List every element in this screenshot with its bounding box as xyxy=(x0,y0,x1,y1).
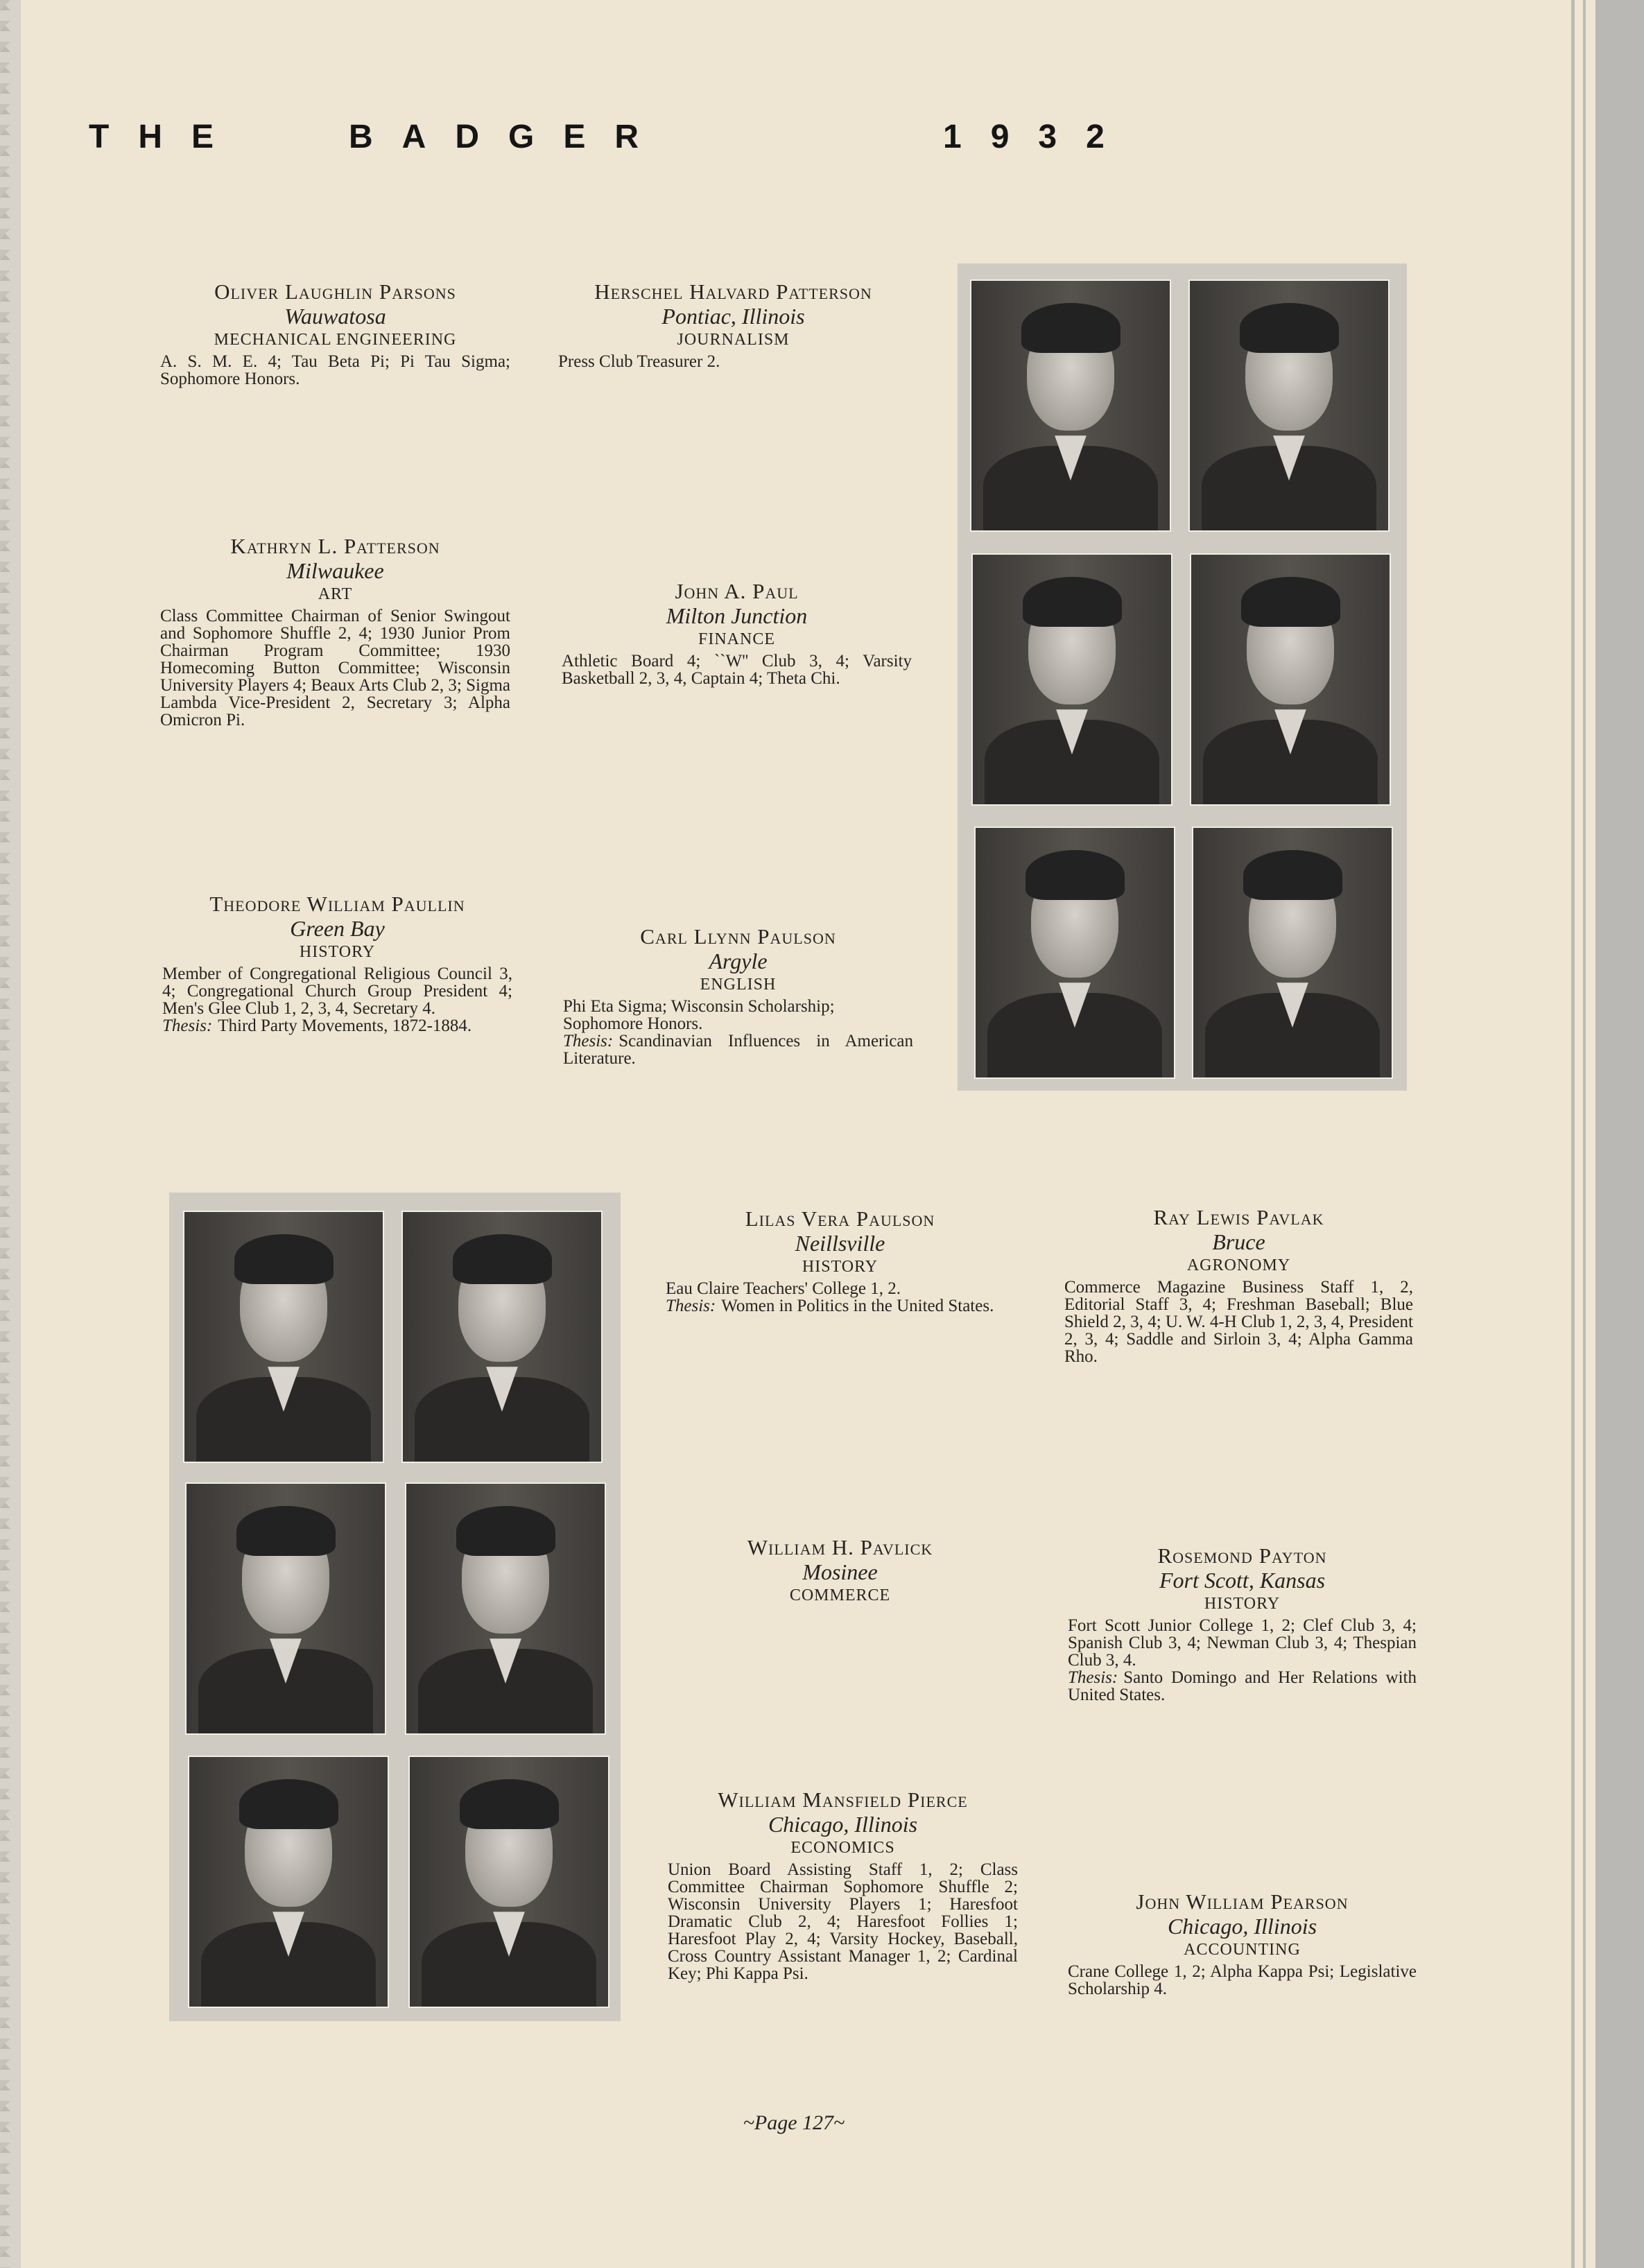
thesis-label: Thesis: xyxy=(162,1016,213,1035)
student-name: William Mansfield Pierce xyxy=(718,1787,968,1812)
student-major: MECHANICAL ENGINEERING xyxy=(214,330,457,349)
student-name: Kathryn L. Patterson xyxy=(230,534,440,558)
student-entry xyxy=(1068,1891,1417,1998)
student-entry xyxy=(668,1789,1018,1982)
student-activities: Member of Congregational Religious Council 3, 4; Congregational Church Group President 4; Men's Glee Club 1, 2, 3, 4, Secretary 4. xyxy=(162,964,512,1018)
student-hometown: Chicago, Illinois xyxy=(1167,1913,1317,1939)
student-hometown: Pontiac, Illinois xyxy=(661,303,805,329)
student-entry xyxy=(1064,1206,1413,1365)
page-number: ~Page 127~ xyxy=(743,2111,845,2134)
thesis-text: Santo Domingo and Her Relations with United States. xyxy=(1068,1668,1417,1704)
student-entry xyxy=(666,1208,1014,1315)
student-thesis xyxy=(666,1297,1014,1315)
student-activities: Class Committee Chairman of Senior Swingout and Sophomore Shuffle 2, 4; 1930 Junior Prom Chairman Program Committee; 1930 Homecoming Button Committee; Wisconsin University Players 4; Beaux Arts Club 2, 3; Sigma Lambda Vice-President 2, Secretary 3; Alpha Omicron Pi. xyxy=(160,606,510,729)
student-hometown: Bruce xyxy=(1212,1229,1265,1254)
student-activities: Eau Claire Teachers' College 1, 2. xyxy=(666,1279,901,1298)
portrait-photo xyxy=(188,1756,389,2008)
header-year: 1932 xyxy=(943,119,1134,155)
student-major: ACCOUNTING xyxy=(1184,1940,1301,1959)
student-activities: A. S. M. E. 4; Tau Beta Pi; Pi Tau Sigma; Sophomore Honors. xyxy=(160,352,510,388)
photo-panel-bottom xyxy=(169,1193,621,2021)
student-name: Carl Llynn Paulson xyxy=(640,924,836,949)
portrait-photo xyxy=(401,1211,603,1463)
student-name: Rosemond Payton xyxy=(1157,1543,1327,1568)
student-thesis xyxy=(162,1017,512,1035)
student-major: ENGLISH xyxy=(700,975,777,994)
student-hometown: Neillsville xyxy=(795,1230,885,1256)
student-hometown: Fort Scott, Kansas xyxy=(1159,1567,1326,1593)
student-hometown: Milwaukee xyxy=(286,557,384,583)
portrait-photo xyxy=(1188,279,1390,532)
student-name: John A. Paul xyxy=(675,579,799,603)
photo-panel-top xyxy=(958,263,1407,1091)
student-major: COMMERCE xyxy=(789,1586,891,1604)
student-entry xyxy=(666,1536,1014,1609)
portrait-photo xyxy=(185,1482,386,1735)
student-entry xyxy=(160,535,510,729)
student-name: Lilas Vera Paulson xyxy=(745,1206,935,1231)
student-thesis xyxy=(563,1032,913,1067)
student-entry xyxy=(1068,1545,1417,1704)
student-major: AGRONOMY xyxy=(1186,1256,1291,1274)
decorative-right-line xyxy=(1583,0,1586,2268)
student-activities: Commerce Magazine Business Staff 1, 2, Editorial Staff 3, 4; Freshman Baseball; Blue Shield 2, 3, 4; U. W. 4-H Club 1, 2, 3, 4, President 2, 3, 4; Saddle and Sirloin 3, 4; Alpha Gamma Rho. xyxy=(1064,1277,1413,1366)
student-major: HISTORY xyxy=(299,942,376,961)
portrait-photo xyxy=(974,826,1175,1079)
thesis-label: Thesis: xyxy=(666,1296,716,1315)
portrait-photo xyxy=(1192,826,1393,1079)
thesis-text: Women in Politics in the United States. xyxy=(721,1296,994,1315)
student-entry xyxy=(562,580,912,687)
thesis-text: Third Party Movements, 1872-1884. xyxy=(218,1016,472,1035)
header-word-the: THE xyxy=(89,119,243,155)
page-edge xyxy=(1595,0,1644,2268)
portrait-photo xyxy=(971,553,1173,806)
student-major: ART xyxy=(318,585,353,603)
student-name: Oliver Laughlin Parsons xyxy=(214,279,456,304)
student-hometown: Milton Junction xyxy=(666,603,808,628)
student-thesis xyxy=(1068,1669,1417,1704)
thesis-label: Thesis: xyxy=(1068,1668,1118,1687)
student-activities: Press Club Treasurer 2. xyxy=(558,352,720,371)
student-entry xyxy=(160,281,510,388)
student-entry xyxy=(563,926,913,1067)
student-major: HISTORY xyxy=(1204,1594,1281,1613)
portrait-photo xyxy=(405,1482,606,1735)
student-activities: Union Board Assisting Staff 1, 2; Class Committee Chairman Sophomore Shuffle 2; Wisconsin University Players 1; Haresfoot Dramatic Club 2, 4; Haresfoot Follies 1; Haresfoot Play 2, 4; Varsity Hockey, Baseball, Cross Country Assistant Manager 1, 2; Cardinal Key; Phi Kappa Psi. xyxy=(668,1860,1018,1983)
portrait-photo xyxy=(408,1756,609,2008)
student-hometown: Chicago, Illinois xyxy=(768,1811,918,1837)
portrait-photo xyxy=(183,1211,384,1463)
student-name: Herschel Halvard Patterson xyxy=(594,279,872,304)
student-name: John William Pearson xyxy=(1136,1889,1349,1914)
header-word-badger: BADGER xyxy=(349,119,668,155)
student-major: JOURNALISM xyxy=(677,330,790,349)
student-hometown: Argyle xyxy=(709,948,768,973)
student-name: Theodore William Paullin xyxy=(209,892,465,916)
thesis-label: Thesis: xyxy=(563,1031,614,1050)
student-activities: Phi Eta Sigma; Wisconsin Scholarship; Sophomore Honors. xyxy=(563,996,835,1033)
student-entry xyxy=(558,281,908,370)
student-entry xyxy=(162,893,512,1035)
student-major: ECONOMICS xyxy=(790,1838,895,1857)
student-major: FINANCE xyxy=(698,630,775,648)
thesis-text: Scandinavian Influences in American Literature. xyxy=(563,1031,913,1068)
student-activities: Fort Scott Junior College 1, 2; Clef Club 3, 4; Spanish Club 3, 4; Newman Club 3, 4; Thespian Club 3, 4. xyxy=(1068,1616,1417,1670)
student-major: HISTORY xyxy=(802,1257,879,1276)
student-hometown: Green Bay xyxy=(290,915,385,941)
portrait-photo xyxy=(1190,553,1391,806)
decorative-right-line xyxy=(1571,0,1575,2268)
student-name: William H. Pavlick xyxy=(747,1535,933,1559)
decorative-left-border xyxy=(0,0,21,2268)
student-name: Ray Lewis Pavlak xyxy=(1153,1205,1324,1229)
student-hometown: Mosinee xyxy=(802,1559,878,1584)
portrait-photo xyxy=(970,279,1171,532)
student-activities: Athletic Board 4; ``W'' Club 3, 4; Varsity Basketball 2, 3, 4, Captain 4; Theta Chi. xyxy=(562,651,912,688)
student-activities: Crane College 1, 2; Alpha Kappa Psi; Legislative Scholarship 4. xyxy=(1068,1962,1417,1998)
student-hometown: Wauwatosa xyxy=(284,303,386,329)
